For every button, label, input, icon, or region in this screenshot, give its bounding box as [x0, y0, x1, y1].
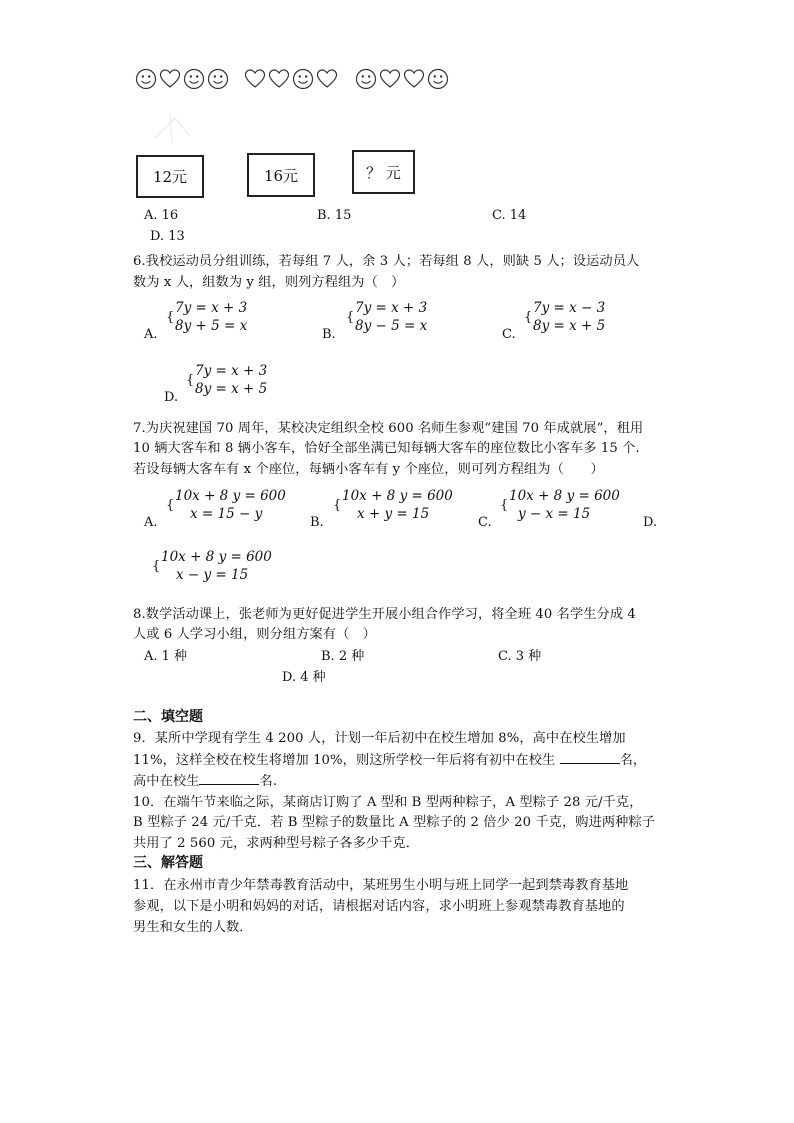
q10-text-line1: 10．在端午节来临之际，某商店订购了 A 型和 B 型两种粽子，A 型粽子 28 元/千克， — [133, 795, 643, 810]
equation: y − x = 15 — [518, 506, 591, 522]
q8-option-a[interactable]: A. 1 种 — [144, 649, 188, 664]
q6-option-c-label[interactable]: C. — [502, 327, 516, 342]
smiley-icon — [207, 68, 229, 90]
smiley-icon — [135, 68, 157, 90]
q8-text-line2: 人或 6 人学习小组，则分组方案有（ ） — [133, 627, 376, 642]
q7-text-line2: 10 辆大客车和 8 辆小客车，恰好全部坐满已知每辆大客车的座位数比小客车多 15 个. — [133, 441, 640, 456]
q11-text-line1: 11．在永州市青少年禁毒教育活动中，某班男生小明与班上同学一起到禁毒教育基地 — [133, 878, 629, 893]
q5-option-b[interactable]: B. 15 — [317, 208, 352, 223]
q9-blank-middle-school[interactable] — [560, 751, 620, 764]
equation: x − y = 15 — [176, 567, 249, 583]
smiley-icon — [183, 68, 205, 90]
price-box-1: 12元 — [136, 155, 204, 198]
equation: 10x + 8 y = 600 — [175, 488, 286, 504]
equation: 10x + 8 y = 600 — [161, 549, 272, 565]
heart-icon — [268, 68, 290, 90]
q9-line2-text: 11%，这样全校在校生将增加 10%，则这所学校一年后将有初中在校生 — [133, 753, 560, 768]
q9-blank-high-school[interactable] — [199, 772, 259, 785]
q6-option-a-label[interactable]: A. — [144, 327, 158, 342]
q10-text-line3: 共用了 2 560 元，求两种型号粽子各多少千克． — [133, 836, 420, 851]
icon-group-2 — [244, 68, 338, 98]
section-title-fill-blank: 二、填空题 — [133, 709, 203, 725]
icon-group-1 — [135, 68, 229, 98]
heart-icon — [379, 68, 401, 90]
smiley-icon — [427, 68, 449, 90]
q7-option-b-label[interactable]: B. — [310, 515, 324, 530]
q9-text-line1: 9．某所中学现有学生 4 200 人，计划一年后初中在校生增加 8%，高中在校生增加 — [133, 731, 626, 746]
q8-option-d[interactable]: D. 4 种 — [282, 670, 326, 685]
q8-text-line1: 8.数学活动课上，张老师为更好促进学生开展小组合作学习，将全班 40 名学生分成 4 — [133, 607, 636, 622]
q11-text-line3: 男生和女生的人数． — [133, 920, 253, 935]
heart-icon — [159, 68, 181, 90]
q5-option-c[interactable]: C. 14 — [492, 208, 527, 223]
icon-group-3 — [355, 68, 449, 98]
heart-icon — [403, 68, 425, 90]
equation: 8y + 5 = x — [175, 318, 248, 334]
equation: 10x + 8 y = 600 — [509, 488, 620, 504]
q8-option-b[interactable]: B. 2 种 — [321, 649, 365, 664]
equation: x = 15 − y — [190, 506, 263, 522]
equation: 7y = x + 3 — [355, 300, 428, 316]
section-title-solve: 三、解答题 — [133, 855, 203, 871]
equation: 7y = x + 3 — [195, 363, 268, 379]
q7-option-a-label[interactable]: A. — [144, 515, 158, 530]
q6-text-line1: 6.我校运动员分组训练，若每组 7 人，余 3 人；若每组 8 人，则缺 5 人；设运动员人 — [133, 254, 640, 269]
q9-line3-tail: 名. — [259, 774, 278, 789]
q7-option-c-label[interactable]: C. — [478, 515, 492, 530]
faint-scribble — [150, 108, 210, 148]
smiley-icon — [355, 68, 377, 90]
heart-icon — [316, 68, 338, 90]
equation: 7y = x + 3 — [175, 300, 248, 316]
q9-text-line2 — [133, 749, 646, 768]
q6-text-line2: 数为 x 人，组数为 y 组，则列方程组为（ ） — [133, 275, 405, 290]
equation: 8y = x + 5 — [195, 381, 268, 397]
equation: 7y = x − 3 — [533, 300, 606, 316]
equation: 8y = x + 5 — [533, 318, 606, 334]
q10-text-line2: B 型粽子 24 元/千克．若 B 型粽子的数量比 A 型粽子的 2 倍少 20 千克，购进两种粽子 — [133, 815, 656, 830]
q5-option-a[interactable]: A. 16 — [144, 208, 179, 223]
equation: 10x + 8 y = 600 — [342, 488, 453, 504]
q8-option-c[interactable]: C. 3 种 — [498, 649, 542, 664]
q9-text-line3 — [133, 770, 277, 789]
q7-option-d-label[interactable]: D. — [643, 515, 658, 530]
price-box-3: ？ 元 — [352, 150, 415, 194]
q9-line3-text: 高中在校生 — [133, 774, 200, 789]
price-box-2: 16元 — [247, 153, 315, 197]
q6-option-b-label[interactable]: B. — [322, 327, 336, 342]
q11-text-line2: 参观，以下是小明和妈妈的对话，请根据对话内容，求小明班上参观禁毒教育基地的 — [133, 899, 625, 914]
q9-line2-tail: 名， — [619, 753, 647, 768]
q6-option-d-label[interactable]: D. — [164, 390, 179, 405]
smiley-icon — [292, 68, 314, 90]
q5-option-d[interactable]: D. 13 — [150, 229, 185, 244]
equation: 8y − 5 = x — [355, 318, 428, 334]
heart-icon — [244, 68, 266, 90]
q7-text-line3: 若设每辆大客车有 x 个座位，每辆小客车有 y 个座位，则可列方程组为（ ） — [133, 462, 604, 477]
q7-text-line1: 7.为庆祝建国 70 周年，某校决定组织全校 600 名师生参观“建国 70 年成就展”，租用 — [133, 421, 644, 436]
equation: x + y = 15 — [357, 506, 430, 522]
